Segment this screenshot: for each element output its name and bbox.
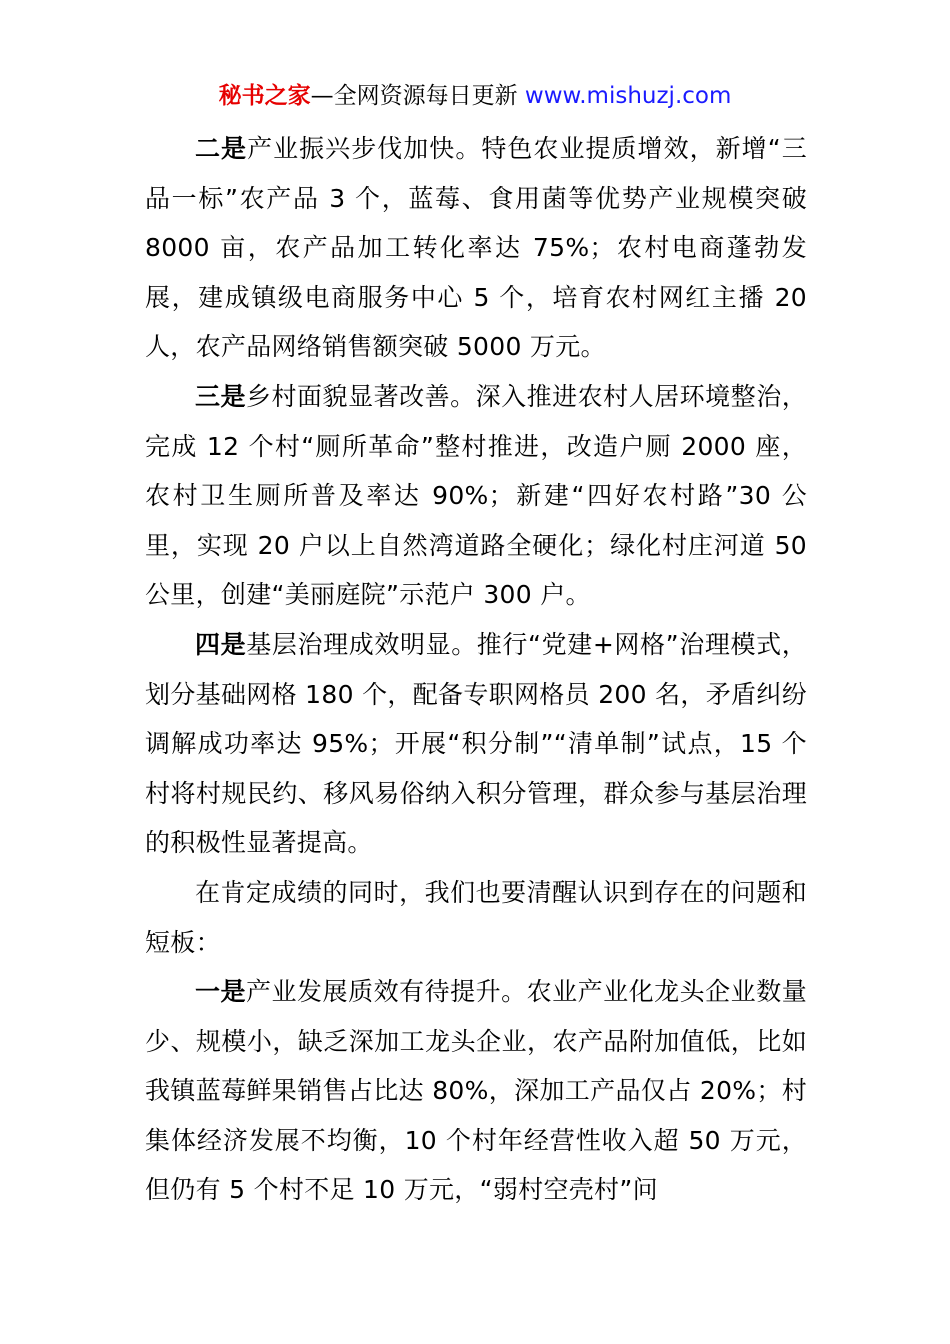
paragraph-text: 产业振兴步伐加快。特色农业提质增效，新增“三品一标”农产品 3 个，蓝莓、食用菌等优势产业规模突破 8000 亩，农产品加工转化率达 75%；农村电商蓬勃发展，建成镇级电商服务中心 5 个，培育农村网红主播 20 人，农产品网络销售额突破 5000 万元。 [145, 134, 807, 362]
brand-name: 秘书之家 [218, 83, 311, 109]
paragraph-village-appearance [145, 372, 807, 620]
site-url-link[interactable]: www.mishuzj.com [524, 83, 732, 109]
paragraph-grassroots-governance [145, 620, 807, 868]
paragraph-lead: 二是 [195, 134, 248, 163]
paragraph-lead: 四是 [195, 629, 247, 659]
paragraph-text: 乡村面貌显著改善。深入推进农村人居环境整治，完成 12 个村“厕所革命”整村推进，改造户厕 2000 座，农村卫生厕所普及率达 90%；新建“四好农村路”30 公里，实现 20 户以上自然湾道路全硬化；绿化村庄河道 50 公里，创建“美丽庭院”示范户 300 户。 [145, 381, 807, 610]
paragraph-text: 产业发展质效有待提升。农业产业化龙头企业数量少、规模小，缺乏深加工龙头企业，农产品附加值低，比如我镇蓝莓鲜果销售占比达 80%，深加工产品仅占 20%；村集体经济发展不均衡，10 个村年经营性收入超 50 万元，但仍有 5 个村不足 10 万元，“弱村空壳村”问 [145, 977, 807, 1205]
paragraph-industry-quality [145, 967, 807, 1215]
paragraph-text: 基层治理成效明显。推行“党建+网格”治理模式，划分基础网格 180 个，配备专职网格员 200 名，矛盾纠纷调解成功率达 95%；开展“积分制”“清单制”试点，15 个村将村规民约、移风易俗纳入积分管理，群众参与基层治理的积极性显著提高。 [145, 629, 807, 858]
document-body [145, 124, 807, 1215]
page-header [0, 80, 950, 112]
paragraph-lead: 一是 [195, 977, 247, 1007]
paragraph-lead: 三是 [195, 381, 247, 411]
paragraph-problems-intro [145, 868, 807, 967]
header-tagline: —全网资源每日更新 [310, 83, 518, 109]
paragraph-industry-revitalization [145, 124, 807, 372]
paragraph-text: 在肯定成绩的同时，我们也要清醒认识到存在的问题和短板： [145, 877, 807, 957]
